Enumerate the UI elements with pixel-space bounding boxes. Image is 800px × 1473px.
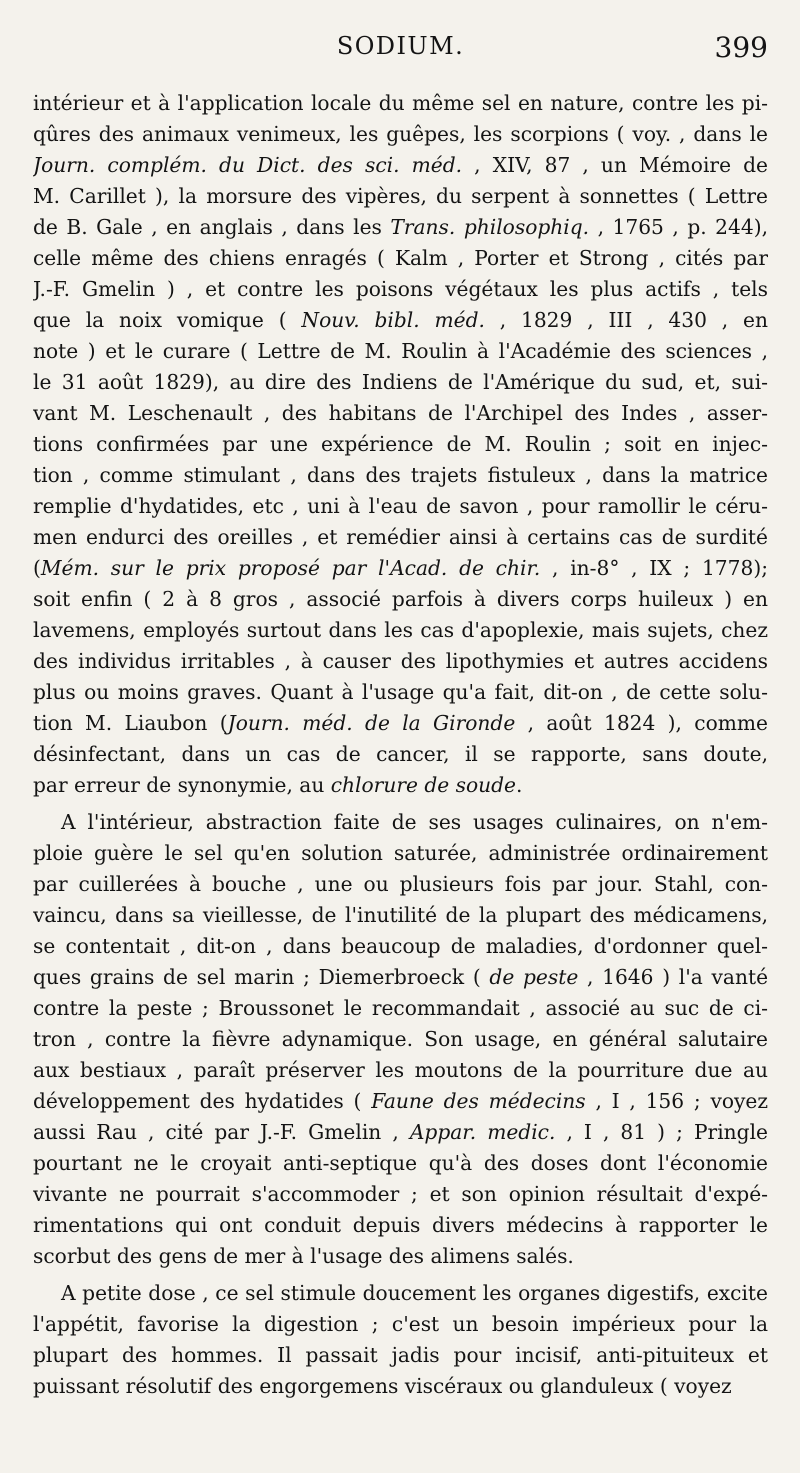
text-segment: , août 1824 ), comme xyxy=(515,711,768,735)
text-line xyxy=(33,1086,768,1117)
text-segment: men endurci des oreilles , et remédier ainsi à certains cas de surdité xyxy=(33,525,768,549)
text-segment: par cuillerées à bouche , une ou plusieurs fois par jour. Stahl, con- xyxy=(33,872,768,896)
text-line xyxy=(33,119,768,150)
text-segment: intérieur et à l'application locale du même sel en nature, contre les pi- xyxy=(33,91,768,115)
italic-citation: Faune des médecins xyxy=(371,1089,586,1113)
text-line xyxy=(33,1024,768,1055)
text-line xyxy=(33,1278,768,1309)
text-line xyxy=(33,212,768,243)
text-segment: ploie guère le sel qu'en solution saturée, administrée ordinairement xyxy=(33,841,768,865)
paragraph xyxy=(33,807,768,1272)
text-line xyxy=(33,181,768,212)
italic-citation: Appar. medic. xyxy=(409,1120,556,1144)
text-line xyxy=(33,615,768,646)
text-segment: pourtant ne le croyait anti-septique qu'à des doses dont l'économie xyxy=(33,1151,768,1175)
text-line xyxy=(33,807,768,838)
text-line xyxy=(33,1055,768,1086)
text-line xyxy=(33,739,768,770)
text-segment: . xyxy=(516,773,523,797)
text-segment: que la noix vomique ( xyxy=(33,308,302,332)
text-line xyxy=(33,869,768,900)
text-line xyxy=(33,770,768,801)
text-segment: des individus irritables , à causer des lipothymies et autres accidens xyxy=(33,649,768,673)
page-header xyxy=(33,31,768,88)
italic-citation: Nouv. bibl. méd. xyxy=(301,308,485,332)
text-segment: tion M. Liaubon ( xyxy=(33,711,228,735)
text-segment: ( xyxy=(33,556,41,580)
text-segment: développement des hydatides ( xyxy=(33,1089,372,1113)
text-line xyxy=(33,367,768,398)
text-segment: tron , contre la fièvre adynamique. Son usage, en général salutaire xyxy=(33,1027,768,1051)
text-segment: plupart des hommes. Il passait jadis pour incisif, anti-pituiteux et xyxy=(33,1343,768,1367)
text-segment: , in-8° , IX ; 1778); xyxy=(540,556,768,580)
italic-citation: de peste xyxy=(489,965,579,989)
text-segment: qûres des animaux venimeux, les guêpes, les scorpions ( voy. , dans le xyxy=(33,122,768,146)
text-segment: aussi Rau , cité par J.-F. Gmelin , xyxy=(33,1120,410,1144)
text-segment: M. Carillet ), la morsure des vipères, du serpent à sonnettes ( Lettre xyxy=(33,184,768,208)
italic-citation: chlorure de soude xyxy=(330,773,517,797)
text-segment: contre la peste ; Broussonet le recommandait , associé au suc de ci- xyxy=(33,996,768,1020)
text-line xyxy=(33,1309,768,1340)
text-line xyxy=(33,398,768,429)
text-segment: celle même des chiens enragés ( Kalm , Porter et Strong , cités par xyxy=(33,246,768,270)
text-line xyxy=(33,522,768,553)
text-line xyxy=(33,993,768,1024)
text-segment: A l'intérieur, abstraction faite de ses usages culinaires, on n'em- xyxy=(61,810,768,834)
text-line xyxy=(33,931,768,962)
text-segment: puissant résolutif des engorgemens viscéraux ou glanduleux ( voyez xyxy=(33,1374,732,1398)
text-line xyxy=(33,1371,768,1402)
text-segment: vant M. Leschenault , des habitans de l'Archipel des Indes , asser- xyxy=(33,401,768,425)
text-segment: désinfectant, dans un cas de cancer, il se rapporte, sans doute, xyxy=(33,742,768,766)
paragraph xyxy=(33,1278,768,1402)
text-segment: , 1829 , III , 430 , en xyxy=(484,308,768,332)
text-segment: , 1765 , p. 244), xyxy=(589,215,768,239)
text-line xyxy=(33,243,768,274)
body-text xyxy=(33,88,768,1402)
text-line xyxy=(33,1148,768,1179)
text-segment: se contentait , dit-on , dans beaucoup de maladies, d'ordonner quel- xyxy=(33,934,768,958)
text-line xyxy=(33,677,768,708)
text-line xyxy=(33,429,768,460)
text-segment: ques grains de sel marin ; Diemerbroeck ( xyxy=(33,965,490,989)
text-line xyxy=(33,838,768,869)
text-line xyxy=(33,150,768,181)
text-line xyxy=(33,491,768,522)
text-line xyxy=(33,1340,768,1371)
text-line xyxy=(33,274,768,305)
text-segment: de B. Gale , en anglais , dans les xyxy=(33,215,391,239)
text-line xyxy=(33,305,768,336)
text-segment: note ) et le curare ( Lettre de M. Roulin à l'Académie des sciences , xyxy=(33,339,768,363)
text-segment: remplie d'hydatides, etc , uni à l'eau de savon , pour ramollir le céru- xyxy=(33,494,768,518)
text-segment: soit enfin ( 2 à 8 gros , associé parfois à divers corps huileux ) en xyxy=(33,587,768,611)
running-title: SODIUM. xyxy=(336,32,465,60)
text-line xyxy=(33,646,768,677)
text-segment: tions confirmées par une expérience de M. Roulin ; soit en injec- xyxy=(33,432,768,456)
text-segment: , XIV, 87 , un Mémoire de xyxy=(462,153,768,177)
text-segment: , 1646 ) l'a vanté xyxy=(578,965,768,989)
text-segment: , I , 81 ) ; Pringle xyxy=(555,1120,768,1144)
paragraph xyxy=(33,88,768,801)
text-segment: le 31 août 1829), au dire des Indiens de l'Amérique du sud, et, sui- xyxy=(33,370,768,394)
italic-citation: Trans. philosophiq. xyxy=(390,215,590,239)
text-line xyxy=(33,1210,768,1241)
text-segment: par erreur de synonymie, au xyxy=(33,773,331,797)
text-line xyxy=(33,1117,768,1148)
text-line xyxy=(33,1241,768,1272)
text-segment: l'appétit, favorise la digestion ; c'est un besoin impérieux pour la xyxy=(33,1312,768,1336)
text-line xyxy=(33,962,768,993)
text-segment: , I , 156 ; voyez xyxy=(585,1089,768,1113)
text-line xyxy=(33,336,768,367)
text-segment: plus ou moins graves. Quant à l'usage qu'a fait, dit-on , de cette solu- xyxy=(33,680,768,704)
text-segment: vivante ne pourrait s'accommoder ; et son opinion résultait d'expé- xyxy=(33,1182,768,1206)
text-line xyxy=(33,900,768,931)
text-line xyxy=(33,1179,768,1210)
text-line xyxy=(33,460,768,491)
text-line xyxy=(33,708,768,739)
text-segment: scorbut des gens de mer à l'usage des alimens salés. xyxy=(33,1244,574,1268)
text-segment: tion , comme stimulant , dans des trajets fistuleux , dans la matrice xyxy=(33,463,768,487)
text-line xyxy=(33,584,768,615)
text-line xyxy=(33,553,768,584)
text-segment: vaincu, dans sa vieillesse, de l'inutilité de la plupart des médicamens, xyxy=(33,903,768,927)
text-segment: lavemens, employés surtout dans les cas d'apoplexie, mais sujets, chez xyxy=(33,618,768,642)
italic-citation: Journ. complém. du Dict. des sci. méd. xyxy=(33,153,463,177)
text-segment: aux bestiaux , paraît préserver les moutons de la pourriture due au xyxy=(33,1058,768,1082)
text-line xyxy=(33,88,768,119)
text-segment: J.-F. Gmelin ) , et contre les poisons végétaux les plus actifs , tels xyxy=(33,277,768,301)
text-segment: rimentations qui ont conduit depuis divers médecins à rapporter le xyxy=(33,1213,768,1237)
page-number: 399 xyxy=(714,31,768,64)
italic-citation: Mém. sur le prix proposé par l'Acad. de chir. xyxy=(40,556,541,580)
italic-citation: Journ. méd. de la Gironde xyxy=(227,711,516,735)
text-segment: A petite dose , ce sel stimule doucement les organes digestifs, excite xyxy=(61,1281,768,1305)
